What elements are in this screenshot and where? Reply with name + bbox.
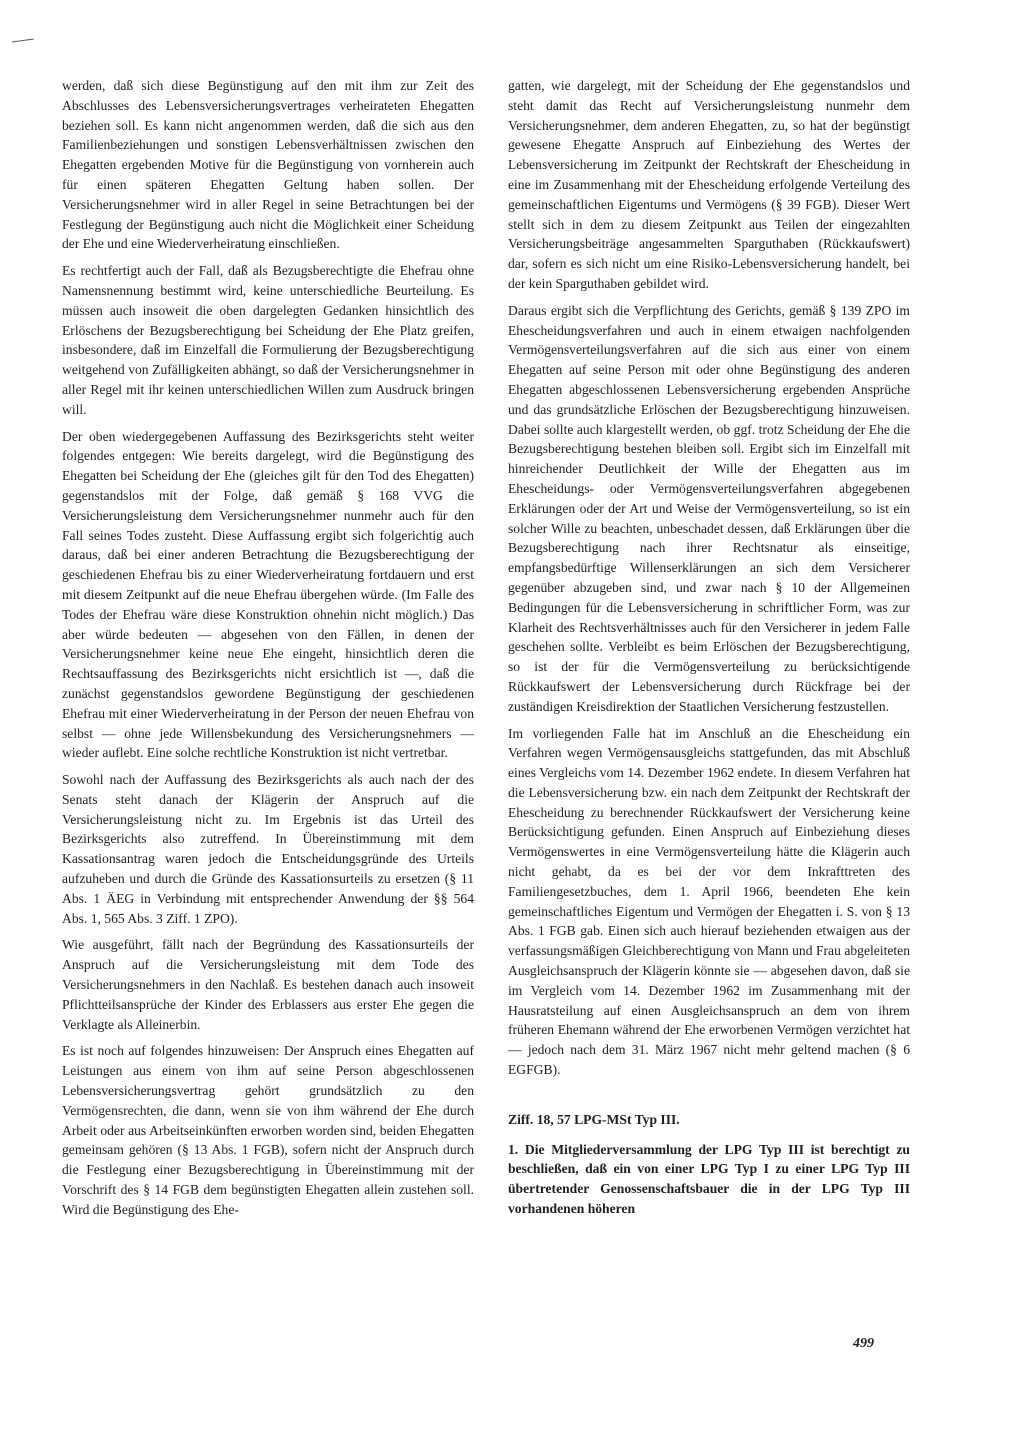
paragraph: Der oben wiedergegebenen Auffassung des Bezirksgerichts steht weiter folgendes entgegen: Wie bereits dargelegt, wird die Begünstigung des Ehegatten bei Scheidung der Ehe (gleiches gilt für den Tod des Ehegatten) gegenstandslos mit der Folge, daß gemäß § 168 VVG die Versicherungsleistung dem Versicherungsnehmer nunmehr auch für den Fall seines Todes zusteht. Diese Auffassung ergibt sich folgerichtig auch daraus, daß bei einer anderen Betrachtung die Bezugsberechtigung der geschiedenen Ehefrau bis zu einer Wiederverheiratung fortdauern und erst mit diesem Zeitpunkt auf die neue Ehefrau übergehen würde. (Im Falle des Todes der Ehefrau wäre diese Konstruktion ohnehin nicht möglich.) Das aber würde bedeuten — abgesehen von den Fällen, in denen der Versicherungsnehmer keine neue Ehe eingeht, hinsichtlich deren die Rechtsauffassung des Bezirksgerichts nicht ersichtlich ist —, daß die zunächst gegenstandslos gewordene Begünstigung der geschiedenen Ehefrau mit einer Wiederverheiratung in der Person der neuen Ehefrau von selbst — ohne jede Willensbekundung des Versicherungsnehmers — wieder auflebt. Eine solche rechtliche Konstruktion ist nicht vertretbar. — [62, 428, 474, 761]
paragraph: Wie ausgeführt, fällt nach der Begründung des Kassationsurteils der Anspruch auf die Versicherungsleistung mit dem Tode des Versicherungsnehmers in den Nachlaß. Es bestehen danach auch insoweit Pflichtteilsansprüche der Kinder des Erblassers aus erster Ehe gegen die Verklagte als Alleinerbin. — [62, 937, 474, 1032]
section-heading: Ziff. 18, 57 LPG-MSt Typ III. — [508, 1111, 680, 1127]
page-number: 499 — [853, 1336, 874, 1351]
paragraph: werden, daß sich diese Begünstigung auf den mit ihm zur Zeit des Abschlusses des Lebensversicherungsvertrages verheirateten Ehegatten beziehen soll. Es kann nicht angenommen werden, daß die sich aus den Familienbeziehungen und sonstigen Lebensverhältnissen zwischen den Ehegatten ergebenden Motive für die Begünstigung von vornherein auch für einen späteren Ehegatten Geltung haben sollen. Der Versicherungsnehmer wird in aller Regel in seine Betrachtungen bei der Festlegung der Begünstigung auch nicht die Möglichkeit einer Scheidung der Ehe und eine Wiederverheiratung einschließen. — [62, 78, 474, 252]
paragraph: Sowohl nach der Auffassung des Bezirksgerichts als auch nach der des Senats steht danach der Klägerin der Anspruch auf die Versicherungsleistung nicht zu. Im Ergebnis ist das Urteil des Bezirksgerichts also zutreffend. In Übereinstimmung mit dem Kassationsantrag waren jedoch die Entscheidungsgründe des Urteils aufzuheben und durch die Gründe des Kassationsurteils zu ersetzen (§ 11 Abs. 1 ÄEG in Verbindung mit entsprechender Anwendung der §§ 564 Abs. 1, 565 Abs. 3 Ziff. 1 ZPO). — [62, 772, 474, 926]
headnote-paragraph: 1. Die Mitgliederversammlung der LPG Typ III ist berechtigt zu beschließen, daß ein von einer LPG Typ I zu einer LPG Typ III übertretender Genossenschaftsbauer die in der LPG Typ III vorhandenen höheren — [508, 1141, 910, 1217]
paragraph: Es ist noch auf folgendes hinzuweisen: Der Anspruch eines Ehegatten auf Leistungen aus einem von ihm auf seine Person abgeschlossenen Lebensversicherungsvertrag gehört grundsätzlich zu den Vermögensrechten, die dann, wenn sie von ihm während der Ehe durch Arbeit oder aus Arbeitseinkünften erworben worden sind, beiden Ehegatten gemeinsam gehören (§ 13 Abs. 1 FGB), sofern nicht der Anspruch durch die Festlegung einer Bezugsberechtigung in Übereinstimmung mit der Vorschrift des § 14 FGB dem begünstigten Ehegatten allein zustehen soll. Wird die Begünstigung des Ehe- — [62, 1043, 474, 1217]
paragraph: Daraus ergibt sich die Verpflichtung des Gerichts, gemäß § 139 ZPO im Ehescheidungsverfahren und auch in einem etwaigen nachfolgenden Vermögensverteilungsverfahren auf die sich aus einer von einem Ehegatten auf seine Person mit oder ohne Begünstigung des anderen Ehegatten abgeschlossenen Lebensversicherung ergebenden Ansprüche und das grundsätzliche Erlöschen der Bezugsberechtigung hinzuweisen. Dabei sollte auch klargestellt werden, ob ggf. trotz Scheidung der Ehe die Bezugsberechtigung bestehen bleiben soll. Ergibt sich im Einzelfall mit hinreichender Deutlichkeit der Wille der Ehegatten aus im Ehescheidungs- oder Vermögensverteilungsverfahren abgegebenen Erklärungen oder der Art und Weise der Vermögensverteilung, so ist ein solcher Wille zu beachten, unbeschadet dessen, daß Erklärungen über die Bezugsberechtigung nach ihrer Rechtsnatur als einseitige, empfangsbedürftige Willenserklärungen an sich dem Versicherer gegenüber abzugeben sind, und zwar nach § 10 der Allgemeinen Bedingungen für die Lebensversicherung in schriftlicher Form, was zur Klarheit des Rechtsverhältnisses auch für den Versicherer in jedem Falle geschehen sollte. Verbleibt es beim Erlöschen der Bezugsberechtigung, so ist der für die Vermögensverteilung zu berücksichtigende Rückkaufswert der Lebensversicherung durch Rückfrage bei der zuständigen Kreisdirektion der Staatlichen Versicherung festzustellen. — [508, 302, 910, 714]
paragraph: Es rechtfertigt auch der Fall, daß als Bezugsberechtigte die Ehefrau ohne Namensnennung bestimmt wird, keine unterschiedliche Beurteilung. Es müssen auch insoweit die oben dargelegten Gedanken hinsichtlich des Erlöschens der Bezugsberechtigung bei Scheidung der Ehe Platz greifen, insbesondere, daß im Einzelfall die Formulierung der Bezugsberechtigung weitgehend von Zufälligkeiten abhängt, so daß der Versicherungsnehmer in aller Regel mit ihr keinen unterschiedlichen Willen zum Ausdruck bringen will. — [62, 263, 474, 417]
scan-mark — [12, 38, 34, 42]
left-column — [62, 76, 474, 1227]
right-column — [508, 76, 910, 1219]
paragraph: Im vorliegenden Falle hat im Anschluß an die Ehescheidung ein Verfahren wegen Vermögensausgleichs stattgefunden, das mit Abschluß eines Vergleichs vom 14. Dezember 1962 endete. In diesem Verfahren hat die Lebensversicherung bzw. ein nach dem Zeitpunkt der Rechtskraft der Ehescheidung zu berechnender Rückkaufswert der Versicherung keine Berücksichtigung gefunden. Einen Anspruch auf Einbeziehung dieses Vermögenswertes in eine Vermögensverteilung hätte die Klägerin auch nicht gehabt, da es bei der vor dem Inkrafttreten des Familiengesetzbuches, dem 1. April 1966, beendeten Ehe kein gemeinschaftliches Eigentum und Vermögen der Ehegatten i. S. von § 13 Abs. 1 FGB gab. Einen sich auch hierauf beziehenden etwaigen aus der verfassungsmäßigen Gleichberechtigung von Mann und Frau abgeleiteten Ausgleichsanspruch der Klägerin könnte sie — abgesehen davon, daß sie im Vergleich vom 14. Dezember 1962 im Zusammenhang mit der Hausratsteilung auf einen Ausgleichsanspruch an dem von ihrem früheren Ehemann während der Ehe erworbenen Vermögen verzichtet hat — jedoch nach dem 31. März 1967 nicht mehr geltend machen (§ 6 EGFGB). — [508, 725, 910, 1078]
paragraph: gatten, wie dargelegt, mit der Scheidung der Ehe gegenstandslos und steht damit das Recht auf Versicherungsleistung nunmehr dem Versicherungsnehmer, dem anderen Ehegatten, zu, so hat der begünstigt gewesene Ehegatte Anspruch auf Einbeziehung des Wertes der Lebensversicherung im Zeitpunkt der Rechtskraft der Ehescheidung in eine im Zusammenhang mit der Ehescheidung erfolgende Verteilung des gemeinschaftlichen Eigentums und Vermögens (§ 39 FGB). Dieser Wert stellt sich in dem zu diesem Zeitpunkt aus Teilen der eingezahlten Versicherungsbeiträge angesammelten Sparguthaben (Rückkaufswert) dar, sofern es sich nicht um eine Risiko-Lebensversicherung handelt, bei der kein Sparguthaben gebildet wird. — [508, 78, 910, 291]
